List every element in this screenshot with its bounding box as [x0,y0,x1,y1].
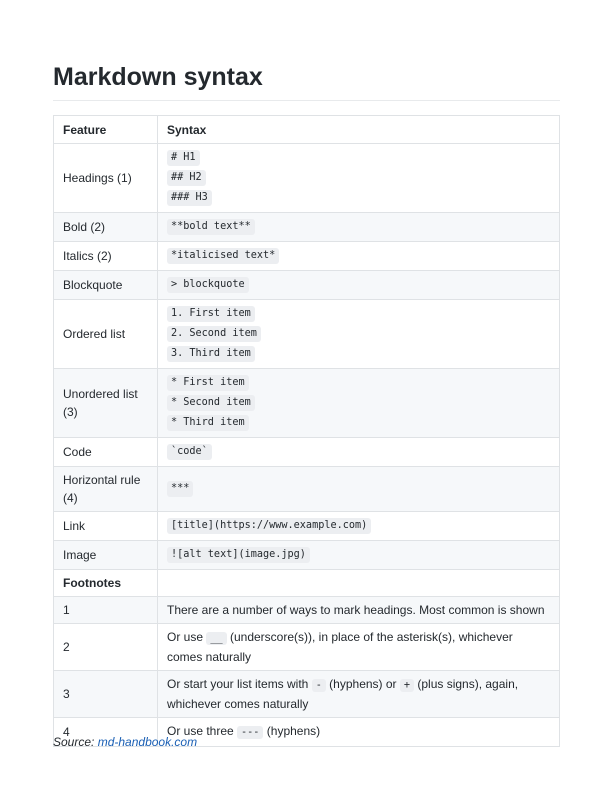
syntax-code: > blockquote [167,277,249,293]
syntax-code: ### H3 [167,190,212,206]
source-line [53,735,197,749]
syntax-code: 3. Third item [167,346,255,362]
feature-cell: Unordered list (3) [54,369,158,438]
table-header-row [54,116,560,144]
footnote-number: 3 [54,671,158,718]
syntax-table [53,115,560,747]
inline-code: --- [237,726,263,739]
syntax-code: *** [167,481,193,497]
feature-cell: Link [54,512,158,541]
footnote-row [54,597,560,624]
table-row [54,300,560,369]
footnote-text-part: Or use [167,630,207,644]
inline-code: __ [206,632,226,645]
table-row [54,369,560,438]
footnote-text [158,718,560,747]
feature-cell: Horizontal rule (4) [54,467,158,512]
footnote-number: 4 [54,718,158,747]
inline-code: + [400,679,414,692]
footnote-text [158,624,560,671]
source-link[interactable]: md-handbook.com [97,735,198,749]
footnote-text [158,671,560,718]
inline-code: - [312,679,326,692]
syntax-code-list [167,545,550,565]
syntax-code: ![alt text](image.jpg) [167,547,310,563]
syntax-code-list [167,373,550,433]
syntax-cell [158,369,560,438]
footnote-row [54,671,560,718]
header-syntax: Syntax [158,116,560,144]
feature-cell: Image [54,541,158,570]
footnote-text-part: (plus signs), again, whichever comes naturally [167,677,519,711]
syntax-cell [158,213,560,242]
syntax-cell [158,512,560,541]
syntax-cell [158,271,560,300]
syntax-code: * Third item [167,415,249,431]
syntax-code: * Second item [167,395,255,411]
syntax-code-list [167,148,550,208]
syntax-code: 2. Second item [167,326,261,342]
table-row [54,144,560,213]
footnote-number: 1 [54,597,158,624]
table-row [54,467,560,512]
feature-cell: Headings (1) [54,144,158,213]
table-row [54,438,560,467]
header-feature: Feature [54,116,158,144]
table-row [54,541,560,570]
syntax-code: 1. First item [167,306,255,322]
syntax-code-list [167,217,550,237]
syntax-code-list [167,246,550,266]
syntax-code: [title](https://www.example.com) [167,518,371,534]
feature-cell: Bold (2) [54,213,158,242]
footnote-text-part: (underscore(s)), in place of the asterisk(s), whichever comes naturally [167,630,513,664]
syntax-code: * First item [167,375,249,391]
footnote-text-part: There are a number of ways to mark headings. Most common is shown [167,603,545,617]
syntax-code-list [167,479,550,499]
footnotes-heading: Footnotes [54,570,158,597]
footnote-text-part: (hyphens) [263,724,321,738]
syntax-code: ## H2 [167,170,206,186]
feature-cell: Code [54,438,158,467]
feature-cell: Italics (2) [54,242,158,271]
syntax-cell [158,242,560,271]
table-row [54,213,560,242]
syntax-code: *italicised text* [167,248,279,264]
footnote-text [158,597,560,624]
syntax-code-list [167,304,550,364]
table-row [54,242,560,271]
syntax-cell [158,300,560,369]
feature-cell: Ordered list [54,300,158,369]
syntax-code-list [167,442,550,462]
empty-cell [158,570,560,597]
footnote-text-part: (hyphens) or [325,677,400,691]
table-body [54,144,560,747]
syntax-code: # H1 [167,150,200,166]
feature-cell: Blockquote [54,271,158,300]
table-row [54,271,560,300]
footnote-text-part: Or start your list items with [167,677,312,691]
page-title: Markdown syntax [53,62,560,101]
syntax-code: **bold text** [167,219,255,235]
syntax-code-list [167,275,550,295]
table-row [54,512,560,541]
syntax-cell [158,541,560,570]
footnotes-heading-row [54,570,560,597]
footnote-text-part: Or use three [167,724,238,738]
syntax-cell [158,144,560,213]
syntax-cell [158,438,560,467]
syntax-cell [158,467,560,512]
footnote-row [54,624,560,671]
syntax-code-list [167,516,550,536]
syntax-code: `code` [167,444,212,460]
footnote-number: 2 [54,624,158,671]
source-label: Source: [53,735,95,749]
